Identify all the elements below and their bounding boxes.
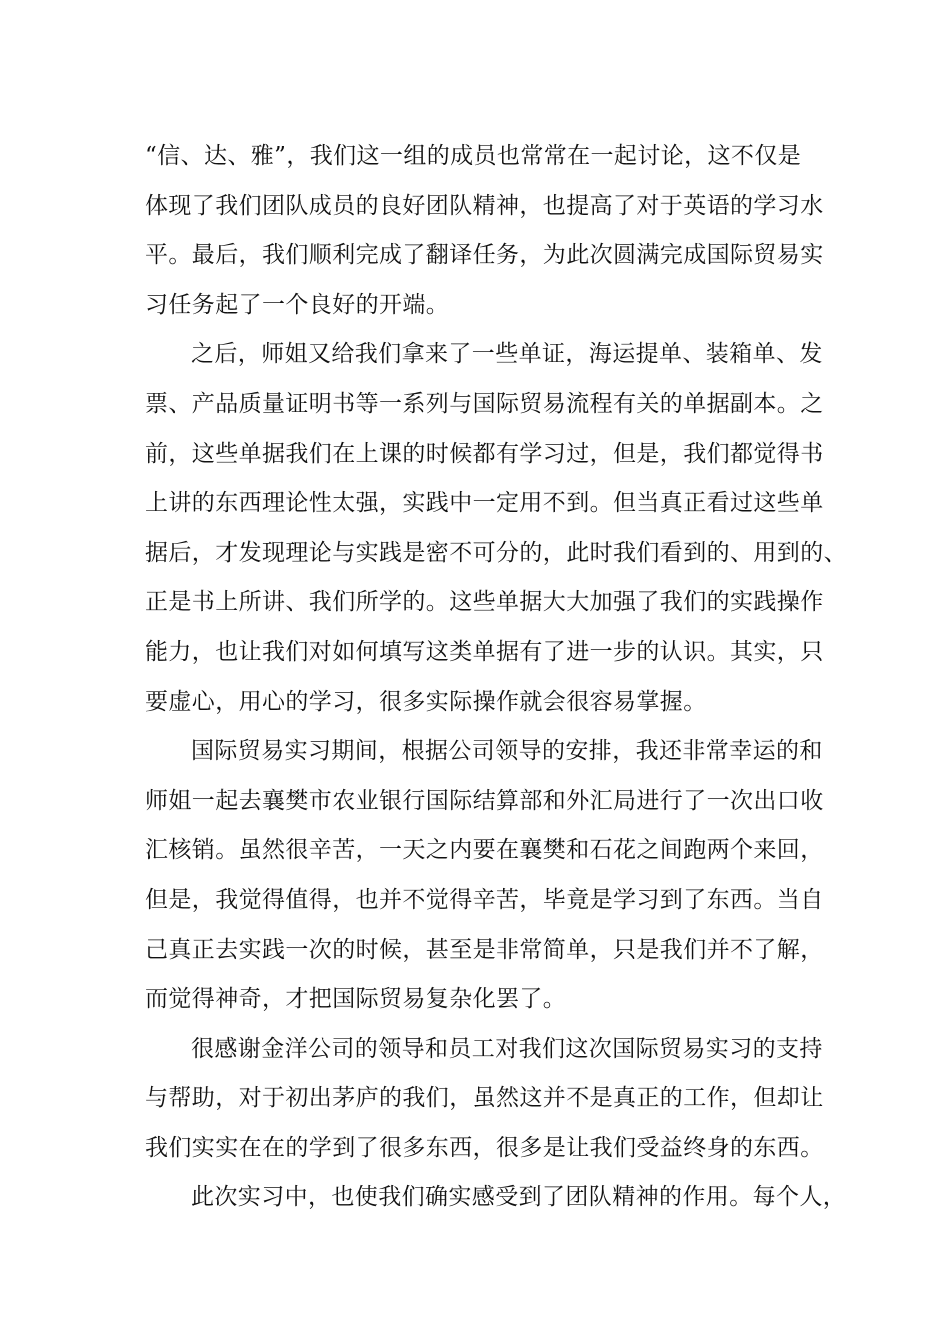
text-line: 平。最后，我们顺利完成了翻译任务，为此次圆满完成国际贸易实 xyxy=(145,242,824,269)
text-line: 国际贸易实习期间，根据公司领导的安排，我还非常幸运的和 xyxy=(191,738,823,765)
body-text xyxy=(145,132,845,1223)
text-line: 体现了我们团队成员的良好团队精神，也提高了对于英语的学习水 xyxy=(145,192,824,219)
text-line: 票、产品质量证明书等一系列与国际贸易流程有关的单据副本。之 xyxy=(145,390,824,417)
text-line: 与帮助，对于初出茅庐的我们，虽然这并不是真正的工作，但却让 xyxy=(145,1085,824,1112)
text-line: 而觉得神奇，才把国际贸易复杂化罢了。 xyxy=(145,986,567,1013)
text-line: 习任务起了一个良好的开端。 xyxy=(145,291,450,318)
paragraph-4 xyxy=(145,1025,845,1174)
paragraph-3 xyxy=(145,727,845,1025)
text-line: 能力，也让我们对如何填写这类单据有了进一步的认识。其实，只 xyxy=(145,638,824,665)
text-line: 此次实习中，也使我们确实感受到了团队精神的作用。每个人， xyxy=(191,1184,847,1211)
text-line: 但是，我觉得值得，也并不觉得辛苦，毕竟是学习到了东西。当自 xyxy=(145,886,824,913)
text-line: 正是书上所讲、我们所学的。这些单据大大加强了我们的实践操作 xyxy=(145,589,824,616)
text-line: 很感谢金洋公司的领导和员工对我们这次国际贸易实习的支持 xyxy=(191,1035,823,1062)
text-line: 据后，才发现理论与实践是密不可分的，此时我们看到的、用到的、 xyxy=(145,539,847,566)
text-line: 要虚心，用心的学习，很多实际操作就会很容易掌握。 xyxy=(145,688,707,715)
paragraph-5 xyxy=(145,1173,845,1223)
text-line: 之后，师姐又给我们拿来了一些单证，海运提单、装箱单、发 xyxy=(191,341,823,368)
text-line: 师姐一起去襄樊市农业银行国际结算部和外汇局进行了一次出口收 xyxy=(145,787,824,814)
text-line: 汇核销。虽然很辛苦，一天之内要在襄樊和石花之间跑两个来回， xyxy=(145,837,824,864)
text-line: 上讲的东西理论性太强，实践中一定用不到。但当真正看过这些单 xyxy=(145,490,824,517)
text-line: 我们实实在在的学到了很多东西，很多是让我们受益终身的东西。 xyxy=(145,1134,824,1161)
paragraph-1 xyxy=(145,132,845,330)
text-line: “信、达、雅”，我们这一组的成员也常常在一起讨论，这不仅是 xyxy=(145,143,802,169)
text-line: 前，这些单据我们在上课的时候都有学习过，但是，我们都觉得书 xyxy=(145,440,824,467)
text-line: 己真正去实践一次的时候，甚至是非常简单，只是我们并不了解， xyxy=(145,936,824,963)
paragraph-2 xyxy=(145,330,845,727)
